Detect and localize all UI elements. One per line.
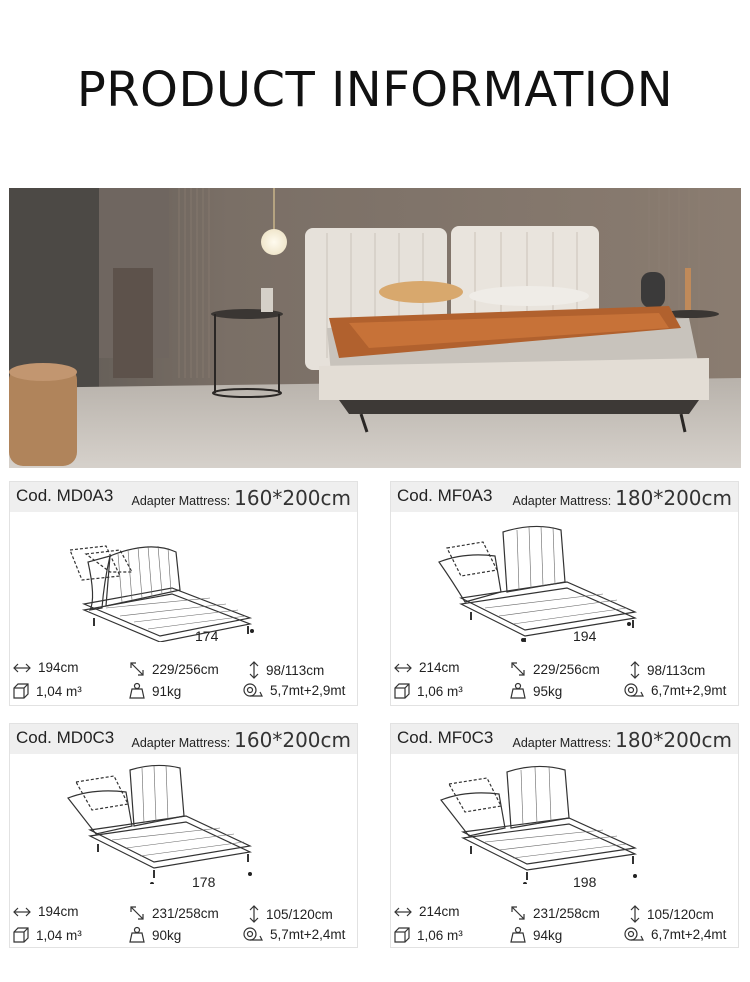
spec-diagonal-value: 231/258cm [152, 905, 219, 921]
fabric-roll-icon [623, 682, 645, 698]
product-card-mf0a3 [390, 481, 739, 706]
spec-diagonal-value: 229/256cm [152, 661, 219, 677]
spec-fabric-value: 6,7mt+2,9mt [651, 682, 727, 698]
spec-fabric [623, 926, 726, 942]
spec-fabric [242, 926, 345, 942]
product-card-md0a3 [9, 481, 358, 706]
box-icon [12, 926, 30, 944]
spec-grid [10, 654, 357, 704]
spec-fabric-value: 5,7mt+2,9mt [270, 682, 346, 698]
fabric-roll-icon [242, 682, 264, 698]
spec-volume-value: 1,04 m³ [36, 927, 82, 943]
spec-length [393, 904, 460, 919]
spec-weight [128, 926, 181, 944]
diagonal-arrow-icon [509, 660, 527, 678]
spec-length-value: 214cm [419, 660, 460, 675]
bed-width-label: 178 [192, 874, 216, 890]
spec-fabric-value: 5,7mt+2,4mt [270, 926, 346, 942]
spec-grid [391, 654, 738, 704]
spec-length [393, 660, 460, 675]
bedroom-illustration [9, 188, 741, 468]
vertical-arrow-icon [629, 904, 641, 924]
bed-width-label: 174 [195, 628, 219, 644]
adapter-label: Adapter Mattress: [512, 736, 612, 750]
bed-width-label: 198 [573, 874, 597, 890]
spec-height-value: 105/120cm [647, 906, 714, 922]
spec-length [12, 904, 79, 919]
diagonal-arrow-icon [509, 904, 527, 922]
spec-height [629, 660, 705, 680]
mattress-size: 180*200cm [615, 486, 732, 510]
adapter-mattress [132, 728, 351, 752]
fabric-roll-icon [242, 926, 264, 942]
spec-grid [10, 896, 357, 946]
product-card-md0c3 [9, 723, 358, 948]
diagonal-arrow-icon [128, 904, 146, 922]
spec-weight [509, 682, 562, 700]
spec-diagonal [509, 660, 600, 678]
diagonal-arrow-icon [128, 660, 146, 678]
spec-weight-value: 91kg [152, 683, 182, 699]
spec-height-value: 98/113cm [266, 662, 325, 678]
spec-weight-value: 90kg [152, 927, 182, 943]
spec-length-value: 194cm [38, 660, 79, 675]
adapter-label: Adapter Mattress: [131, 736, 231, 750]
spec-height-value: 105/120cm [266, 906, 333, 922]
product-code: Cod. MD0A3 [16, 486, 114, 505]
spec-diagonal-value: 231/258cm [533, 905, 600, 921]
spec-diagonal-value: 229/256cm [533, 661, 600, 677]
horizontal-arrow-icon [393, 906, 413, 918]
vertical-arrow-icon [248, 660, 260, 680]
spec-volume-value: 1,04 m³ [36, 683, 82, 699]
vertical-arrow-icon [248, 904, 260, 924]
product-card-mf0c3 [390, 723, 739, 948]
mattress-size: 180*200cm [615, 728, 732, 752]
box-icon [12, 682, 30, 700]
spec-diagonal [509, 904, 600, 922]
card-header [391, 482, 738, 512]
adapter-mattress [513, 486, 732, 510]
spec-fabric [242, 682, 345, 698]
vertical-arrow-icon [629, 660, 641, 680]
spec-volume [393, 682, 463, 700]
spec-grid [391, 896, 738, 946]
spec-length [12, 660, 79, 675]
spec-fabric-value: 6,7mt+2,4mt [651, 926, 727, 942]
box-icon [393, 682, 411, 700]
box-icon [393, 926, 411, 944]
spec-weight-value: 95kg [533, 683, 563, 699]
weight-icon [128, 926, 146, 944]
card-header [10, 482, 357, 512]
bedroom-photo [9, 188, 741, 468]
bed-diagram [391, 754, 740, 884]
adapter-label: Adapter Mattress: [131, 494, 231, 508]
bed-width-label: 194 [573, 628, 597, 644]
adapter-mattress [513, 728, 732, 752]
spec-fabric [623, 682, 726, 698]
horizontal-arrow-icon [12, 906, 32, 918]
spec-length-value: 194cm [38, 904, 79, 919]
card-header [10, 724, 357, 754]
spec-volume [12, 926, 82, 944]
weight-icon [509, 926, 527, 944]
spec-weight [509, 926, 562, 944]
product-code: Cod. MF0A3 [397, 486, 493, 505]
spec-volume-value: 1,06 m³ [417, 927, 463, 943]
spec-height [629, 904, 714, 924]
horizontal-arrow-icon [393, 662, 413, 674]
spec-diagonal [128, 660, 219, 678]
spec-weight [128, 682, 181, 700]
bed-diagram [10, 512, 359, 642]
fabric-roll-icon [623, 926, 645, 942]
adapter-mattress [132, 486, 351, 510]
bed-diagram [10, 754, 359, 884]
horizontal-arrow-icon [12, 662, 32, 674]
mattress-size: 160*200cm [234, 486, 351, 510]
card-header [391, 724, 738, 754]
spec-height [248, 660, 324, 680]
page-title: PRODUCT INFORMATION [76, 62, 674, 118]
weight-icon [128, 682, 146, 700]
product-code: Cod. MF0C3 [397, 728, 494, 747]
weight-icon [509, 682, 527, 700]
product-code: Cod. MD0C3 [16, 728, 115, 747]
spec-height-value: 98/113cm [647, 662, 706, 678]
spec-volume [12, 682, 82, 700]
spec-length-value: 214cm [419, 904, 460, 919]
spec-weight-value: 94kg [533, 927, 563, 943]
bed-diagram [391, 512, 740, 642]
spec-volume-value: 1,06 m³ [417, 683, 463, 699]
spec-diagonal [128, 904, 219, 922]
spec-volume [393, 926, 463, 944]
spec-height [248, 904, 333, 924]
adapter-label: Adapter Mattress: [512, 494, 612, 508]
mattress-size: 160*200cm [234, 728, 351, 752]
